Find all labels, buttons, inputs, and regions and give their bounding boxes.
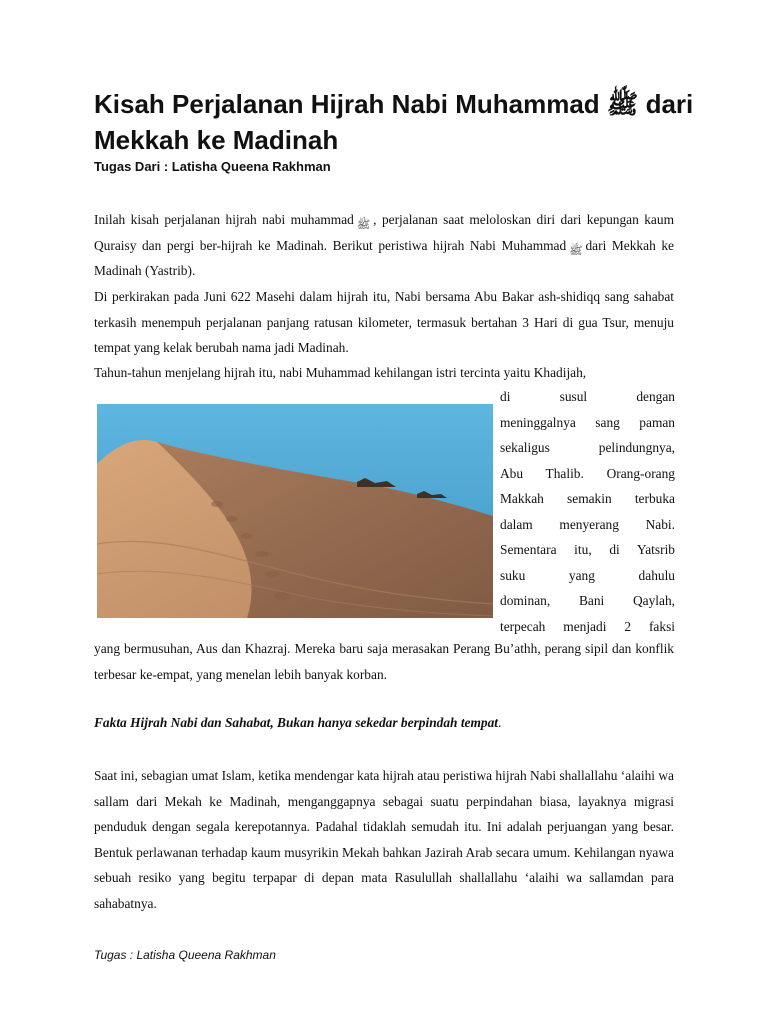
paragraph-1 <box>94 207 674 284</box>
document-title: Kisah Perjalanan Hijrah Nabi Muhammad ﷺ dari Mekkah ke Madinah <box>94 89 694 155</box>
side-line: sekaligus pelindungnya, <box>500 440 675 455</box>
side-line: Sementara itu, di Yatsrib <box>500 542 675 557</box>
paragraph-3-intro: Tahun-tahun menjelang hijrah itu, nabi Muhammad kehilangan istri tercinta yaitu Khadijah, <box>94 365 587 380</box>
side-line: Abu Thalib. Orang-orang <box>500 465 675 481</box>
page-footer: Tugas : Latisha Queena Rakhman <box>94 948 276 962</box>
fakta-period: . <box>498 715 502 730</box>
p1-text-b: , perjalanan saat meloloskan diri dari kepungan kaum Quraisy dan pergi ber-hijrah ke Madinah. Berikut peristiwa hijrah Nabi Muhammad <box>94 212 674 253</box>
desert-photo-icon <box>97 404 493 618</box>
fakta-text: Fakta Hijrah Nabi dan Sahabat, Bukan hanya sekedar berpindah tempat <box>94 715 499 730</box>
paragraph-4: Saat ini, sebagian umat Islam, ketika mendengar kata hijrah atau peristiwa hijrah Nabi shallallahu ‘alaihi wa sallam dari Mekah ke Madinah, menganggapnya sebagai suatu perpindahan biasa, layaknya migrasi penduduk dengan segala kerepotannya. Padahal tidaklah semudah itu. Ini adalah perjuangan yang besar. Bentuk perlawanan terhadap kaum musyrikin Mekah bahkan Jazirah Arab secara umum. Kehilangan nyawa sebuah resiko yang begitu terpapar di depan mata Rasulullah shallallahu ‘alaihi wa sallamdan para sahabatnya. <box>94 768 674 911</box>
side-line: Makkah semakin terbuka <box>500 491 675 506</box>
side-line: di susul dengan <box>500 389 675 404</box>
honorific-icon: ﷺ <box>356 218 371 231</box>
p1-text-a: Inilah kisah perjalanan hijrah nabi muhammad <box>94 212 354 227</box>
paragraph-3-end: yang bermusuhan, Aus dan Khazraj. Mereka baru saja merasakan Perang Bu’athh, perang sipil dan konflik terbesar ke-empat, yang menelan lebih banyak korban. <box>94 641 674 682</box>
paragraph-3-side <box>500 384 675 639</box>
fakta-heading <box>94 715 501 731</box>
paragraph-2: Di perkirakan pada Juni 622 Masehi dalam hijrah itu, Nabi bersama Abu Bakar ash-shidiqq sang sahabat terkasih menempuh perjalanan panjang ratusan kilometer, termasuk bertahan 3 Hari di gua Tsur, menuju tempat yang kelak berubah nama jadi Madinah. <box>94 289 674 355</box>
side-line: dalam menyerang Nabi. <box>500 516 675 532</box>
side-line: dominan, Bani Qaylah, <box>500 593 675 608</box>
side-line: terpecah menjadi 2 faksi <box>500 618 675 634</box>
side-line: suku yang dahulu <box>500 567 675 583</box>
side-line: meninggalnya sang paman <box>500 414 675 430</box>
document-subtitle: Tugas Dari : Latisha Queena Rakhman <box>94 159 331 174</box>
honorific-icon: ﷺ <box>569 243 583 257</box>
p1-text-c: dari Mekkah ke Madinah (Yastrib). <box>94 237 674 278</box>
desert-photo <box>97 404 493 618</box>
